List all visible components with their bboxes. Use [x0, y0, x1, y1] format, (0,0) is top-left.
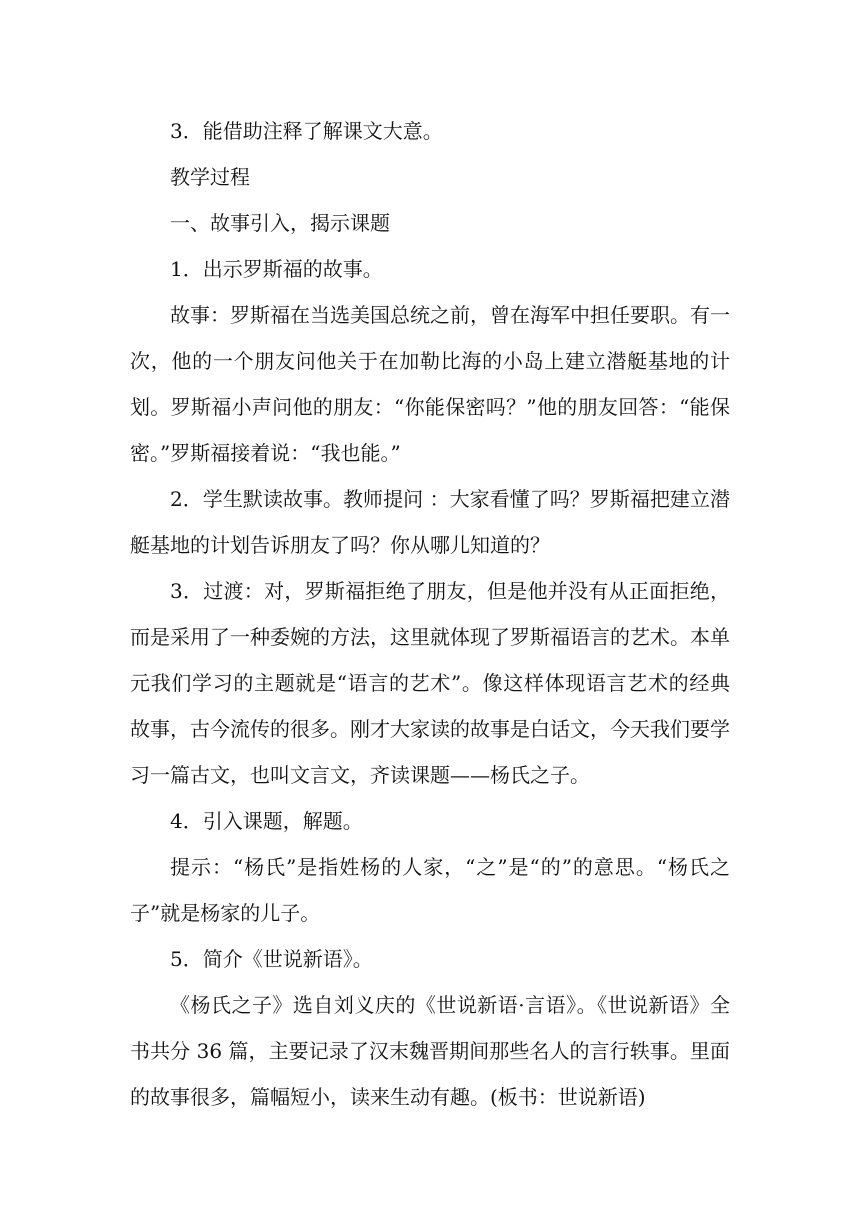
shishuo-intro-paragraph: 《杨氏之子》选自刘义庆的《世说新语·言语》。《世说新语》全书共分 36 篇，主要记录了汉末魏晋期间那些名人的言行轶事。里面的故事很多，篇幅短小，读来生动有趣。(板书：世说新语) [130, 993, 730, 1109]
step-2-item: 2．学生默读故事。教师提问 ：大家看懂了吗？罗斯福把建立潜艇基地的计划告诉朋友了吗？你从哪儿知道的？ [130, 487, 730, 557]
objective-3: 3．能借助注释了解课文大意。 [170, 119, 443, 143]
step-heading-1: 一、故事引入，揭示课题 [170, 211, 390, 235]
document-page [130, 108, 730, 1120]
step-3-item: 3．过渡：对，罗斯福拒绝了朋友，但是他并没有从正面拒绝，而是采用了一种委婉的方法，这里就体现了罗斯福语言的艺术。本单元我们学习的主题就是“语言的艺术”。像这样体现语言艺术的经典故事，古今流传的很多。刚才大家读的故事是白话文，今天我们要学习一篇古文，也叫文言文，齐读课题——杨氏之子。 [130, 579, 730, 787]
step-1-item: 1．出示罗斯福的故事。 [170, 257, 383, 281]
story-paragraph: 故事：罗斯福在当选美国总统之前，曾在海军中担任要职。有一次，他的一个朋友问他关于在加勒比海的小岛上建立潜艇基地的计划。罗斯福小声问他的朋友：“你能保密吗？”他的朋友回答：“能保密。”罗斯福接着说：“我也能。” [130, 303, 730, 465]
section-heading-teaching-process: 教学过程 [170, 165, 250, 189]
step-5-item: 5．简介《世说新语》。 [170, 947, 373, 971]
step-4-item: 4．引入课题，解题。 [170, 809, 363, 833]
hint-paragraph: 提示：“杨氏”是指姓杨的人家，“之”是“的”的意思。“杨氏之子”就是杨家的儿子。 [130, 855, 730, 925]
